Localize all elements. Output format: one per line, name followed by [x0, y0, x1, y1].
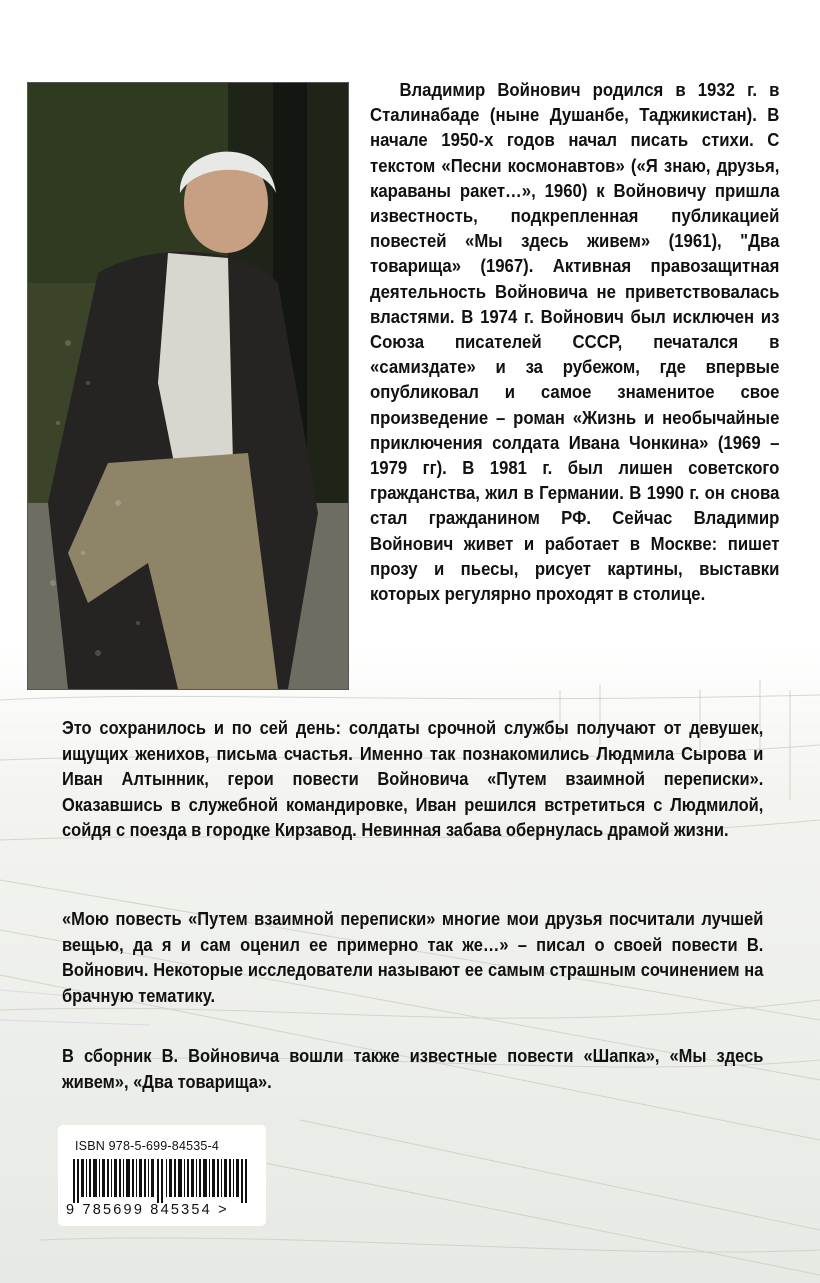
author-photo	[27, 82, 349, 690]
isbn-label: ISBN 978-5-699-84535-4	[75, 1139, 220, 1153]
description-paragraph-1: Это сохранилось и по сей день: солдаты срочной службы получают от девушек, ищущих женихов, письма счастья. Именно так познакомились Людмила Сырова и Иван Алтынник, герои повести Войновича «Путем взаимной переписки». Оказавшись в служебной командировке, Иван решился встретиться с Людмилой, сойдя с поезда в городке Кирзавод. Невинная забава обернулась драмой жизни.	[62, 718, 764, 840]
barcode-icon	[73, 1159, 253, 1203]
author-bio	[370, 78, 779, 607]
description-paragraph-3: В сборник В. Войновича вошли также известные повести «Шапка», «Мы здесь живем», «Два товарища».	[62, 1046, 764, 1092]
ean-digits: 9 785699 845354 >	[66, 1202, 229, 1218]
isbn-barcode-box	[58, 1125, 266, 1226]
author-bio-text: Владимир Войнович родился в 1932 г. в Сталинабаде (ныне Душанбе, Таджикистан). В начале 1950-х годов начал писать стихи. С текстом «Песни космонавтов» («Я знаю, друзья, караваны ракет…», 1960) к Войновичу пришла известность, подкрепленная публикацией повестей «Мы здесь живем» (1961), "Два товарища» (1967). Активная правозащитная деятельность Войновича не приветствовалась властями. В 1974 г. Войнович был исключен из Союза писателей СССР, печатался в «самиздате» и за рубежом, где впервые опубликовал и самое знаменитое свое произведение – роман «Жизнь и необычайные приключения солдата Ивана Чонкина» (1969 – 1979 гг). В 1981 г. был лишен советского гражданства, жил в Германии. В 1990 г. он снова стал гражданином РФ. Сейчас Владимир Войнович живет и работает в Москве: пишет прозу и пьесы, рисует картины, выставки которых регулярно проходят в столице.	[370, 80, 780, 605]
description-paragraph-2: «Мою повесть «Путем взаимной переписки» многие мои друзья посчитали лучшей вещью, да я и сам оценил ее примерно так же…» – писал о своей повести В. Войнович. Некоторые исследователи называют ее самым страшным сочинением на брачную тематику.	[62, 909, 764, 1006]
